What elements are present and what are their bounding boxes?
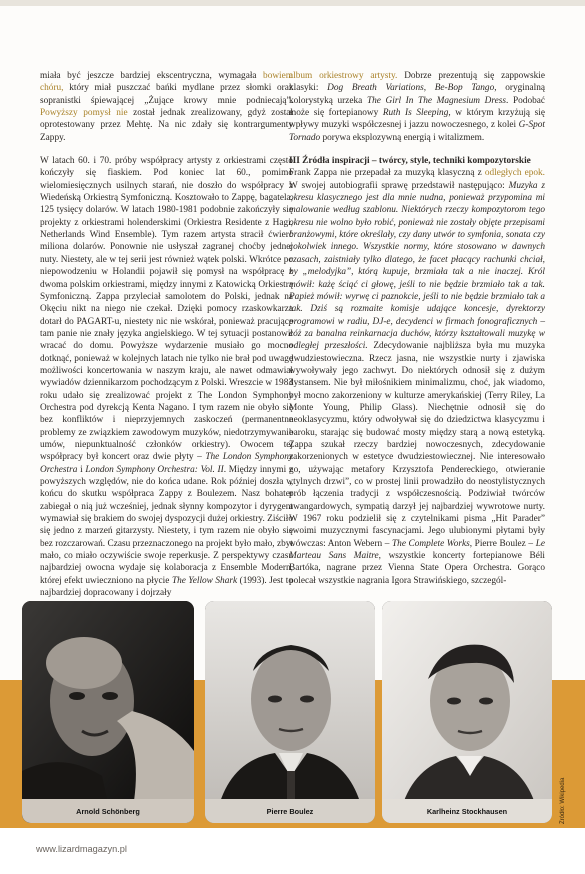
paragraph: album orkiestrowy artysty. Dobrze prezentują się zappowskie klasyki: Dog Breath Variations, Be-Bop Tango, oryginalną kolorystyką urzeka The Girl In The Magnesium Dress. Podobać może się fortepianowy Ruth Is Sleeping, w którym krzyżują się wpływy muzyki współczesnej i jazzu nowoczesnego, z kolei G-Spot Tornado porywa eksplozywną energią i witalizmem. (289, 71, 546, 143)
photo-caption: Arnold Schönberg (76, 807, 140, 816)
photo-stockhausen (382, 601, 552, 823)
image-credit: Źródło: Wikipedia (560, 777, 566, 824)
portrait-image (382, 601, 552, 823)
article-right-column (289, 70, 545, 587)
website-link[interactable]: www.lizardmagazyn.pl (36, 844, 127, 854)
photo-boulez (205, 601, 375, 823)
paragraph: miała być jeszcze bardziej ekscentryczna, wymagała bowiem chóru, który miał puszczać bańki mydlane przez słomki oraz sopranistki śpiewającej „Żujące krowy mnie podniecają”. Powyższy pomysł nie został jednak zrealizowany, gdyż został oprotestowany przez Mehtę. Na nic zdały się kontrargumenty Zappy. (40, 71, 293, 143)
portrait-image (22, 601, 194, 823)
footer-website (36, 844, 127, 854)
photo-schonberg (22, 601, 194, 823)
page-top-edge (0, 0, 585, 6)
photo-caption: Karlheinz Stockhausen (426, 807, 508, 816)
article-left-column (40, 70, 293, 599)
portrait-image (205, 601, 375, 823)
paragraph: W latach 60. i 70. próby współpracy artysty z orkiestrami często kończyły się fiaskiem. Pod koniec lat 60., pomimo wielomiesięcznych usilnych starań, nie doszło do współpracy z Wiedeńską Orkiestrą Symfoniczną. Kosztowało to Zappę, bagatela, 125 tysięcy dolarów. W latach 1980-1981 podobnie zakończyły się projekty z orkiestrami holenderskimi (Orkiestra Residente z Hagi, Netherlands Wind Ensemble). Tym razem artysta stracił ćwierć miliona dolarów. Ponownie nie usłyszał zagranej choćby jednej nuty. Niestety, ale w tej serii jest również wątek polski. Wkrótce po niepowodzeniu w Holandii pojawił się pomysł na współpracę z dwoma polskim orkiestrami, między innymi z Katowicką Orkiestrą Symfoniczną. Zappa przyleciał samolotem do Polski, jednak na Okęciu nikt na niego nie czekał. Dzięki pomocy rzaskowkarza dotarł do PAGART-u, niestety nic nie wskórał, ponieważ pracujące tam panie nie znały języka angielskiego. W tej sytuacji postanowił wracać do domu. Powyższe wydarzenie musiało go mocno dotknąć, ponieważ w kolejnych latach nie tylko nie brał pod uwagę możliwości koncertowania w naszym kraju, ale nawet odmawiał wywiadów dziennikarzom pochodzącym z Polski. Wreszcie w 1983 roku udało się zrealizować projekt z The London Symphony Orchestra pod dyrekcją Kenta Nagano. I tym razem nie obyło się bez konfliktów i nieprzyjemnych zaskoczeń (permanentne problemy ze związkiem zawodowym muzyków, niedotrzymywanie umów, niepunktualność członków orkiestry). Owocem tej współpracy był koncert oraz dwie płyty – The London Symphony Orchestra i London Symphony Orchestra: Vol. II. Między innymi z powyższych względów, nie do końca udane. Rok później doszła w końcu do skutku współpraca Zappy z Boulezem. Nasz bohater zabiegał o nią już wcześniej, jednak słynny kompozytor i dyrygent wymawiał się brakiem do swojej dyspozycji dużej orkiestry. Ziściło się jedno z marzeń gitarzysty. Niestety, i tym razem nie obyło się bez rozczarowań. Czasu przeznaczonego na projekt było mało, zbyt mało, co miało oczywiście swoje reperkusje. Z perspektywy czasu najbardziej owocna wydaje się kolaboracja z Ensemble Modern, której efekt uwieczniono na płycie The Yellow Shark (1993). Jest to najbardziej dopracowany i dojrzały (40, 156, 294, 599)
photo-caption: Pierre Boulez (266, 807, 314, 816)
section-heading: III Źródła inspiracji – twórcy, style, techniki kompozytorskie (289, 156, 531, 167)
section: III Źródła inspiracji – twórcy, style, techniki kompozytorskie Frank Zappa nie przepadał za muzyką klasyczną z odległych epok. W swojej autobiografii sprawę przedstawił następująco: Muzyka z okresu klasycznego jest dla mnie nudna, ponieważ przypomina mi malowanie według szablonu. Niektórych rzeczy kompozytorom tego okresu nie wolno było robić, ponieważ nie zostały objęte przepisami branżowymi, które określały, czy dany utwór to symfonia, sonata czy cokolwiek innego. Wszystkie normy, które stosowano w dawnych czasach, zaistniały tylko dlatego, że facet płacący rachunki chciał, by „melodyjka”, którą kupuje, brzmiała tak a nie inaczej. Król mówił: każę ściąć ci głowę, jeśli to nie będzie brzmiało tak a tak. Papież mówił: wyrwę ci paznokcie, jeśli to nie będzie brzmiało tak a tak. Dziś są rozmaite komisje udające koncesje, dyrektorzy programowi w radiu, DJ-e, decydenci w firmach fonograficznych – cóż za banalna reinkarnacja duchów, którzy kształtowali muzykę w odległej przeszłości. Zdecydowanie najbliższa była mu muzyka dwudziestowieczna. Rzecz jasna, nie wszystkie nurty i zjawiska wywoływały jego zachwyt. Do niektórych odnosił się z dużym dystansem. Nie był miłośnikiem minimalizmu, choć, jak wiadomo, był mocno zakorzeniony w kulturze amerykańskiej (Terry Riley, La Monte Young, Philip Glass). Niechętnie odnosił się do neoklasycyzmu, który odwoływał się do dziedzictwa klasycyzmu i baroku, starając się budować mosty między starą a nową estetyką. Zappa szukał rzeczy bardziej nowoczesnych, zdecydowanie zakorzenionych w estetyce dwudziestowiecznej. Nie interesowało go, używając metafory Krzysztofa Pendereckiego, otwieranie „tylnych drzwi”, co w prostej linii prowadziło do neostylistycznych prób łączenia tradycji z współczesnością. Podziwiał twórców awangardowych, sympatią darzył jej najbardziej wywrotowe nurty. W 1967 roku podzielił się z czytelnikami pisma „Hit Parader” swoimi muzycznymi fascynacjami. Jego ulubionymi płytami były wówczas: Anton Webern – The Complete Works, Pierre Boulez – Le Marteau Sans Maitre, wszystkie koncerty fortepianowe Béli Bartóka, nagrane przez Vienna State Opera Orchestra. Gorąco polecał wszystkie nagrania Igora Strawińskiego, szczegól- (289, 156, 545, 586)
